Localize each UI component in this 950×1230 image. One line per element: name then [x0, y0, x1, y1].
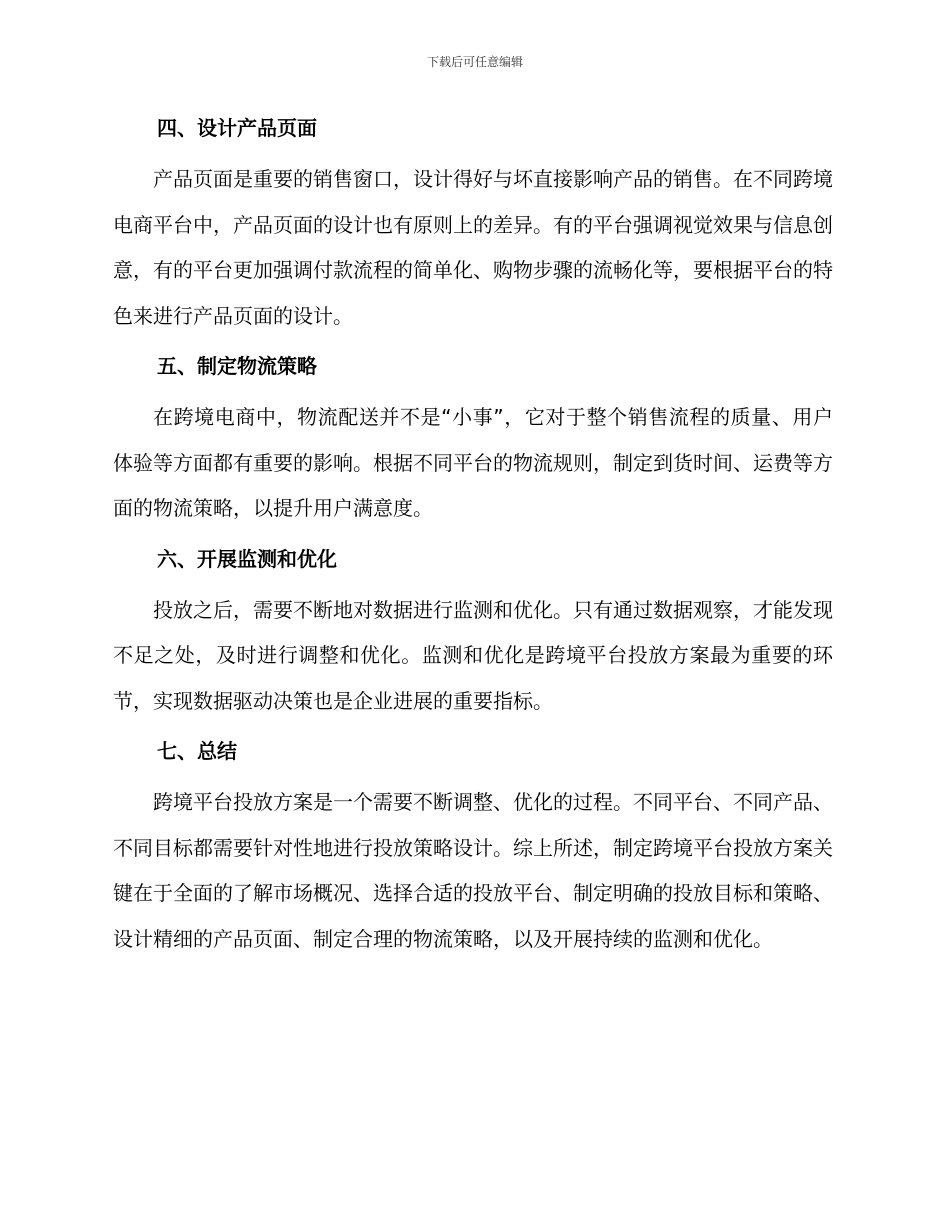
- section-product-page: [113, 112, 833, 339]
- section-heading: 七、总结: [157, 739, 237, 763]
- section-paragraph: 投放之后，需要不断地对数据进行监测和优化。只有通过数据观察，才能发现不足之处，及时进行调整和优化。监测和优化是跨境平台投放方案最为重要的环节，实现数据驱动决策也是企业进展的重要指标。: [113, 597, 833, 713]
- section-heading: 四、设计产品页面: [157, 116, 317, 140]
- section-paragraph: 在跨境电商中，物流配送并不是“小事”，它对于整个销售流程的质量、用户体验等方面都有重要的影响。根据不同平台的物流规则，制定到货时间、运费等方面的物流策略，以提升用户满意度。: [113, 405, 833, 520]
- section-paragraph: 产品页面是重要的销售窗口，设计得好与坏直接影响产品的销售。在不同跨境电商平台中，产品页面的设计也有原则上的差异。有的平台强调视觉效果与信息创意，有的平台更加强调付款流程的简单化、购物步骤的流畅化等，要根据平台的特色来进行产品页面的设计。: [113, 167, 833, 328]
- section-summary: [113, 735, 833, 962]
- section-logistics: [113, 350, 833, 532]
- section-paragraph: 跨境平台投放方案是一个需要不断调整、优化的过程。不同平台、不同产品、不同目标都需要针对性地进行投放策略设计。综上所述，制定跨境平台投放方案关键在于全面的了解市场概况、选择合适的投放平台、制定明确的投放目标和策略、设计精细的产品页面、制定合理的物流策略，以及开展持续的监测和优化。: [113, 790, 833, 951]
- section-heading: 五、制定物流策略: [157, 354, 317, 378]
- section-heading: 六、开展监测和优化: [157, 546, 337, 571]
- document-body: [113, 112, 833, 962]
- page-header: 下载后可任意编辑: [426, 55, 523, 69]
- section-monitoring: [113, 543, 833, 725]
